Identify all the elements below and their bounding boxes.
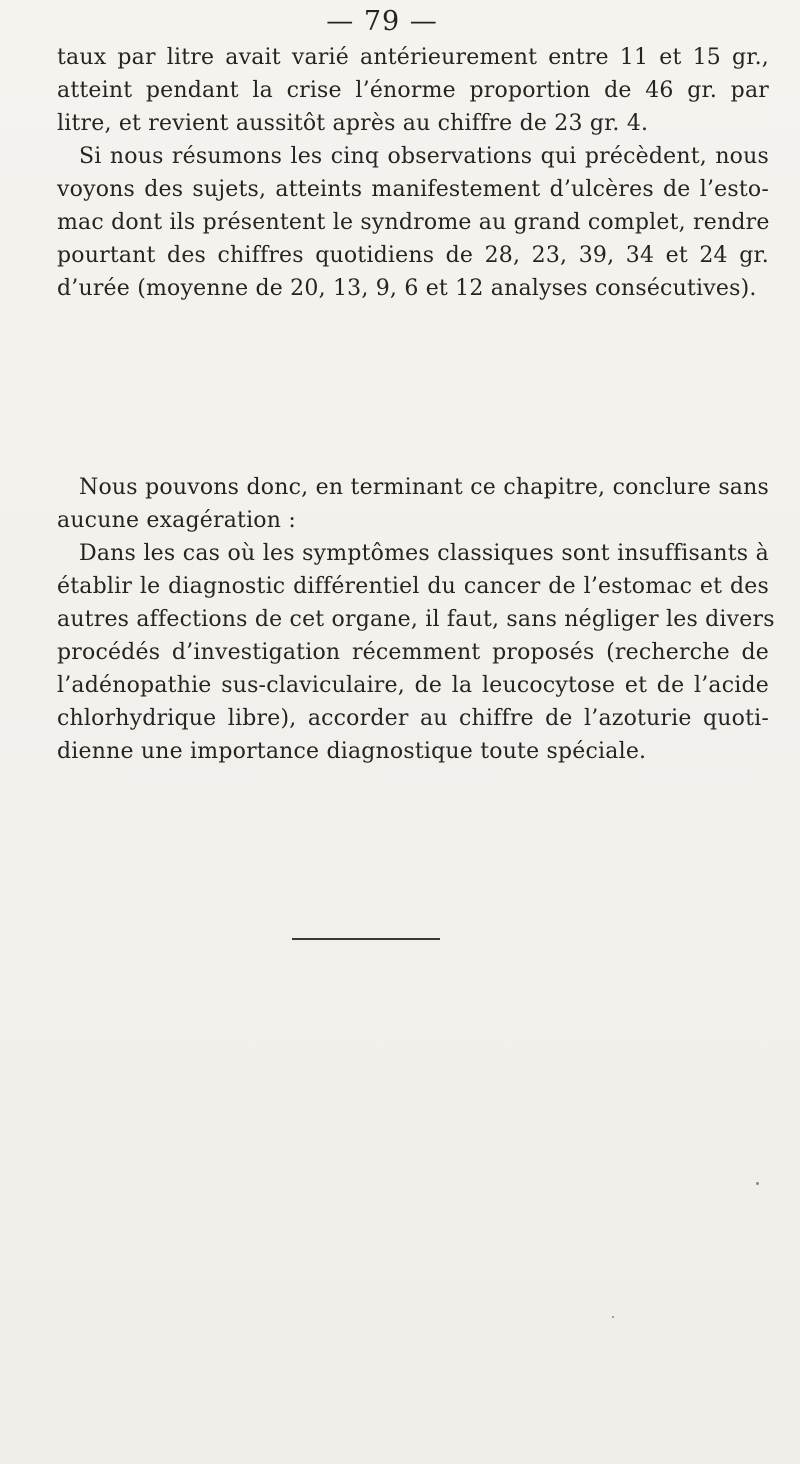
text-line: d’urée (moyenne de 20, 13, 9, 6 et 12 analyses consécutives).: [57, 276, 757, 301]
text-line: Nous pouvons donc, en terminant ce chapitre, conclure sans: [79, 475, 769, 500]
text-block-lower: [57, 471, 775, 768]
text-line: aucune exagération :: [57, 508, 296, 533]
paper-speck: [756, 1182, 759, 1185]
paragraph-1: [57, 41, 769, 140]
text-line: autres affections de cet organe, il faut, sans négliger les divers: [57, 607, 775, 632]
paragraph-2: [57, 140, 769, 305]
text-line: Dans les cas où les symptômes classiques sont insuffisants à: [79, 541, 769, 566]
text-line: établir le diagnostic différentiel du cancer de l’estomac et des: [57, 574, 769, 599]
text-line: taux par litre avait varié antérieurement entre 11 et 15 gr.,: [57, 45, 769, 70]
text-line: dienne une importance diagnostique toute spéciale.: [57, 739, 647, 764]
text-line: litre, et revient aussitôt après au chiffre de 23 gr. 4.: [57, 111, 649, 136]
paragraph-4: [57, 537, 775, 768]
page-number: — 79 —: [326, 6, 438, 37]
section-divider: [292, 938, 440, 940]
text-line: Si nous résumons les cinq observations qui précèdent, nous: [79, 144, 769, 169]
paragraph-3: [57, 471, 769, 537]
text-line: voyons des sujets, atteints manifestement d’ulcères de l’esto-: [57, 177, 769, 202]
paper-speck: [612, 1316, 614, 1318]
text-block-upper: [57, 41, 769, 305]
text-line: mac dont ils présentent le syndrome au grand complet, rendre: [57, 210, 770, 235]
text-line: pourtant des chiffres quotidiens de 28, 23, 39, 34 et 24 gr.: [57, 243, 769, 268]
text-line: l’adénopathie sus-claviculaire, de la leucocytose et de l’acide: [57, 673, 769, 698]
text-line: chlorhydrique libre), accorder au chiffre de l’azoturie quoti-: [57, 706, 769, 731]
text-line: atteint pendant la crise l’énorme proportion de 46 gr. par: [57, 78, 769, 103]
text-line: procédés d’investigation récemment proposés (recherche de: [57, 640, 769, 665]
